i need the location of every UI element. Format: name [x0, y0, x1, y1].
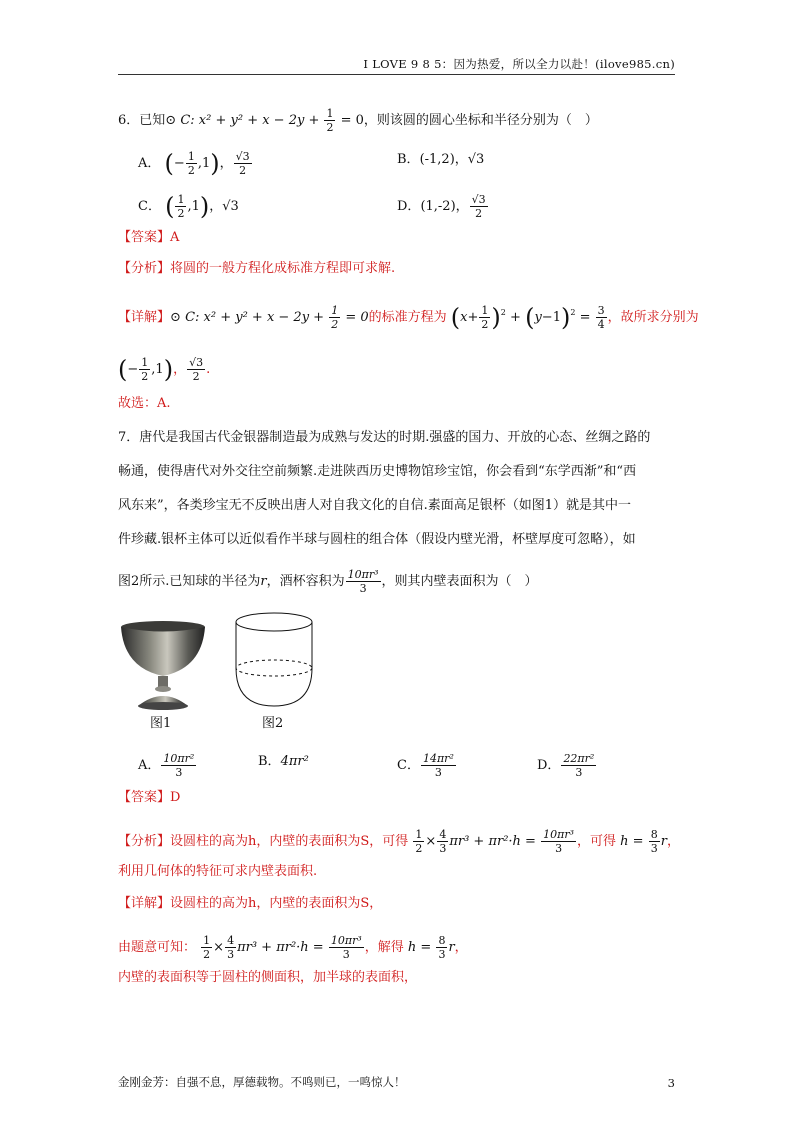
- circle-symbol-icon: ⊙: [170, 310, 181, 325]
- option-text: (1,‑2)，: [420, 199, 469, 214]
- q7-option-a[interactable]: [138, 752, 197, 779]
- frac-den: 3: [438, 948, 446, 961]
- frac: [421, 752, 456, 779]
- text: 由题意可知：: [118, 940, 197, 955]
- value: 1: [155, 362, 164, 377]
- frac-den: 3: [175, 766, 183, 779]
- frac: [186, 150, 197, 177]
- frac-den: 3: [555, 842, 563, 855]
- expr: πr³ + πr²·h =: [237, 940, 324, 955]
- detail-tail: ，故所求分别为: [607, 310, 699, 325]
- eq-tail: = 0: [341, 310, 369, 325]
- q6-circle-name: C: [180, 113, 191, 128]
- frac-num: 14πr²: [422, 752, 454, 765]
- text: ，可得: [577, 834, 617, 849]
- frac: [225, 934, 236, 961]
- cup-diagram: [232, 610, 316, 708]
- header-rule: [118, 74, 675, 75]
- frac: [649, 828, 660, 855]
- figure-2-label: 图2: [262, 716, 284, 731]
- h-eq: h =: [620, 834, 644, 849]
- r: r: [448, 940, 455, 955]
- q6-option-a[interactable]: A． (− $\frac{1}{2}$ ,1)， $\frac{√3}{2}$: [138, 149, 250, 178]
- option-label: D．: [397, 199, 421, 214]
- frac: [161, 752, 196, 779]
- frac: [596, 304, 607, 331]
- frac-num: 4: [439, 828, 447, 841]
- q7-line-5: [118, 568, 538, 595]
- paren: (: [450, 303, 461, 332]
- circle-name: C: [185, 310, 196, 325]
- frac-num: 8: [438, 934, 446, 947]
- figure-1-label: 图1: [150, 716, 172, 731]
- q6-answer: 【答案】A: [118, 230, 180, 245]
- q6-half-fraction: [324, 107, 335, 134]
- result-expr: (− $\frac{1}{2}$ ,1): [118, 355, 174, 384]
- volume-fraction: [346, 568, 381, 595]
- page-number: 3: [667, 1076, 675, 1090]
- q7-option-b[interactable]: [258, 752, 309, 772]
- frac: [436, 934, 447, 961]
- option-label: C．: [138, 199, 161, 214]
- option-label: B．: [258, 754, 281, 769]
- frac-num: 10πr³: [543, 828, 575, 841]
- q6-option-c[interactable]: C． ( $\frac{1}{2}$ ,1)，√3: [138, 192, 239, 221]
- text: ，则其内壁表面积为（ ）: [381, 574, 538, 589]
- q7-line-4: 件珍藏.银杯主体可以近似看作半球与圆柱的组合体（假设内壁光滑，杯壁厚度可忽略），如: [118, 532, 636, 547]
- silver-cup-photo: [118, 616, 208, 711]
- frac-num: 1: [481, 304, 489, 317]
- option-text: (‑1,2)，√3: [419, 152, 485, 167]
- frac: [201, 934, 212, 961]
- frac-den: 2: [177, 207, 185, 220]
- paren: ): [491, 303, 501, 332]
- text: 图2所示.已知球的半径为: [118, 574, 261, 589]
- q6-stem-text-a: 已知: [139, 113, 166, 128]
- frac: [541, 828, 576, 855]
- frac-den: 2: [331, 318, 339, 331]
- option-label: D．: [537, 758, 561, 773]
- frac-num: √3: [471, 193, 486, 206]
- frac: [187, 356, 205, 383]
- h-result: [620, 828, 667, 855]
- q6-equation-tail: = 0: [336, 113, 364, 128]
- frac-den: 2: [203, 948, 211, 961]
- frac: [561, 752, 596, 779]
- q7-answer: 【答案】D: [118, 790, 181, 805]
- frac-num: 10πr²: [163, 752, 195, 765]
- frac: [437, 828, 448, 855]
- eq: : x² + y² + x − 2y +: [195, 310, 329, 325]
- q6-detail-result: (− $\frac{1}{2}$ ,1)， $\frac{√3}{2}$ .: [118, 355, 211, 384]
- paren: ): [560, 303, 571, 332]
- q7-line-2: 畅通，使得唐代对外交往空前频繁.走进陕西历史博物馆珍宝馆，你会看到“东学西渐”和“西: [118, 464, 637, 479]
- r: r: [660, 834, 667, 849]
- text: ，酒杯容积为: [266, 574, 345, 589]
- option-label: A．: [138, 156, 161, 171]
- paren: ): [210, 149, 220, 178]
- detail-mid: 的标准方程为: [368, 310, 447, 325]
- frac-num: 1: [177, 193, 185, 206]
- frac-num: 1: [203, 934, 211, 947]
- q7-analysis-line-2: 利用几何体的特征可求内壁表面积.: [118, 864, 318, 879]
- q7-option-c[interactable]: [397, 752, 457, 779]
- page-header: I LOVE 9 8 5：因为热爱，所以全力以赴！(ilove985.cn): [363, 57, 675, 71]
- q6-number: 6．: [118, 113, 140, 128]
- frac-num: 1: [141, 356, 149, 369]
- frac-num: 3: [597, 304, 605, 317]
- q7-line-1: 7．唐代是我国古代金银器制造最为成熟与发达的时期.强盛的国力、开放的心态、丝绸之路的: [118, 430, 651, 445]
- frac-num: 4: [227, 934, 235, 947]
- frac-num: 8: [650, 828, 658, 841]
- q6-detail: [118, 303, 699, 331]
- q7-detail-line-2: 由题意可知： $\frac{1}{2}$ × $\frac{4}{3}$ πr³ + πr²·h = $\frac{\text{10πr³}}{3}$ ，解得 h = $\frac{8}{3}$ r，: [118, 934, 468, 961]
- q6-option-b[interactable]: [397, 150, 484, 170]
- text: 【分析】设圆柱的高为h，内壁的表面积为S，可得: [118, 834, 409, 849]
- value: 1: [201, 156, 211, 171]
- frac: [329, 934, 364, 961]
- option-label: B．: [397, 152, 420, 167]
- h-eq: h =: [407, 940, 432, 955]
- frac-num: 1: [326, 107, 334, 120]
- frac-den: 2: [415, 842, 423, 855]
- expr: πr³ + πr²·h =: [449, 834, 536, 849]
- frac-num: 1: [187, 150, 195, 163]
- frac-num: √3: [189, 356, 204, 369]
- frac: [470, 193, 488, 220]
- q7-line-3: 风东来”，各类珍宝无不反映出唐人对自我文化的自信.素面高足银杯（如图1）就是其中一: [118, 498, 632, 513]
- frac-num: 1: [415, 828, 423, 841]
- frac-num: 10πr³: [347, 568, 379, 581]
- frac-den: 2: [326, 121, 334, 134]
- value: 1: [191, 199, 200, 214]
- q6-conclusion: 故选：A.: [118, 396, 171, 411]
- frac: [139, 356, 150, 383]
- frac-den: 3: [359, 582, 367, 595]
- frac-den: 3: [575, 766, 583, 779]
- text: ，解得: [364, 940, 404, 955]
- circle-symbol-icon: ⊙: [165, 113, 177, 128]
- q7-option-d[interactable]: [537, 752, 597, 779]
- frac-den: 3: [342, 948, 350, 961]
- q6-equation: : x² + y² + x − 2y +: [190, 113, 324, 128]
- frac: [234, 150, 252, 177]
- paren: (: [165, 192, 175, 221]
- frac-den: 3: [434, 766, 442, 779]
- detail-expr: $\frac{1}{2}$ × $\frac{4}{3}$ πr³ + πr²·h = $\frac{\text{10πr³}}{3}$: [203, 934, 362, 961]
- detail-label: 【详解】: [118, 310, 171, 325]
- frac-den: 2: [239, 164, 247, 177]
- frac-den: 3: [439, 842, 447, 855]
- frac-den: 2: [141, 370, 149, 383]
- option-text: 4πr²: [280, 754, 309, 769]
- frac-den: 3: [227, 948, 235, 961]
- frac-den: 4: [597, 318, 605, 331]
- page-footer-motto: 金刚金芳：自强不息，厚德载物。不鸣则已，一鸣惊人！: [118, 1075, 406, 1089]
- paren: (: [525, 303, 535, 332]
- q7-detail-line-3: 内壁的表面积等于圆柱的侧面积，加半球的表面积，: [118, 970, 418, 985]
- q6-analysis: 【分析】将圆的一般方程化成标准方程即可求解.: [118, 261, 396, 276]
- q6-detail-eq: [185, 304, 369, 331]
- option-label: C．: [397, 758, 420, 773]
- q6-stem: [118, 107, 598, 134]
- frac-den: 2: [481, 318, 489, 331]
- h-result: [407, 934, 455, 961]
- frac-den: 3: [650, 842, 658, 855]
- frac-num: 1: [331, 304, 339, 317]
- frac-den: 2: [192, 370, 200, 383]
- q6-stem-text-b: ，则该圆的圆心坐标和半径分别为（ ）: [363, 113, 598, 128]
- frac: [175, 193, 186, 220]
- analysis-expr: $\frac{1}{2}$ × $\frac{4}{3}$ πr³ + πr²·h = $\frac{\text{10πr³}}{3}$: [415, 828, 575, 855]
- frac-num: 10πr³: [330, 934, 362, 947]
- q6-option-d[interactable]: [397, 193, 489, 220]
- paren: ): [163, 355, 174, 384]
- frac-den: 2: [475, 207, 483, 220]
- q7-analysis: 【分析】设圆柱的高为h，内壁的表面积为S，可得 $\frac{1}{2}$ × $\frac{4}{3}$ πr³ + πr²·h = $\frac{\text{10πr³}}{3}$ ，可得 h = $\frac{8}{3}$ r，: [118, 828, 680, 855]
- standard-form: (x+ $\frac{1}{2}$ )$^2 + (y-1)^2$ = $\frac{3}{4}$: [450, 303, 605, 332]
- option-label: A．: [138, 758, 161, 773]
- frac: [413, 828, 424, 855]
- radius: r: [260, 574, 267, 589]
- frac: [329, 304, 340, 331]
- paren: (: [164, 149, 174, 178]
- q7-detail: 【详解】设圆柱的高为h，内壁的表面积为S，: [118, 896, 383, 911]
- frac-num: 22πr²: [563, 752, 595, 765]
- frac: [479, 304, 490, 331]
- frac-num: √3: [235, 150, 250, 163]
- paren: (: [118, 355, 128, 384]
- paren: ): [199, 192, 210, 221]
- frac-den: 2: [187, 164, 195, 177]
- option-text: ，√3: [209, 199, 239, 214]
